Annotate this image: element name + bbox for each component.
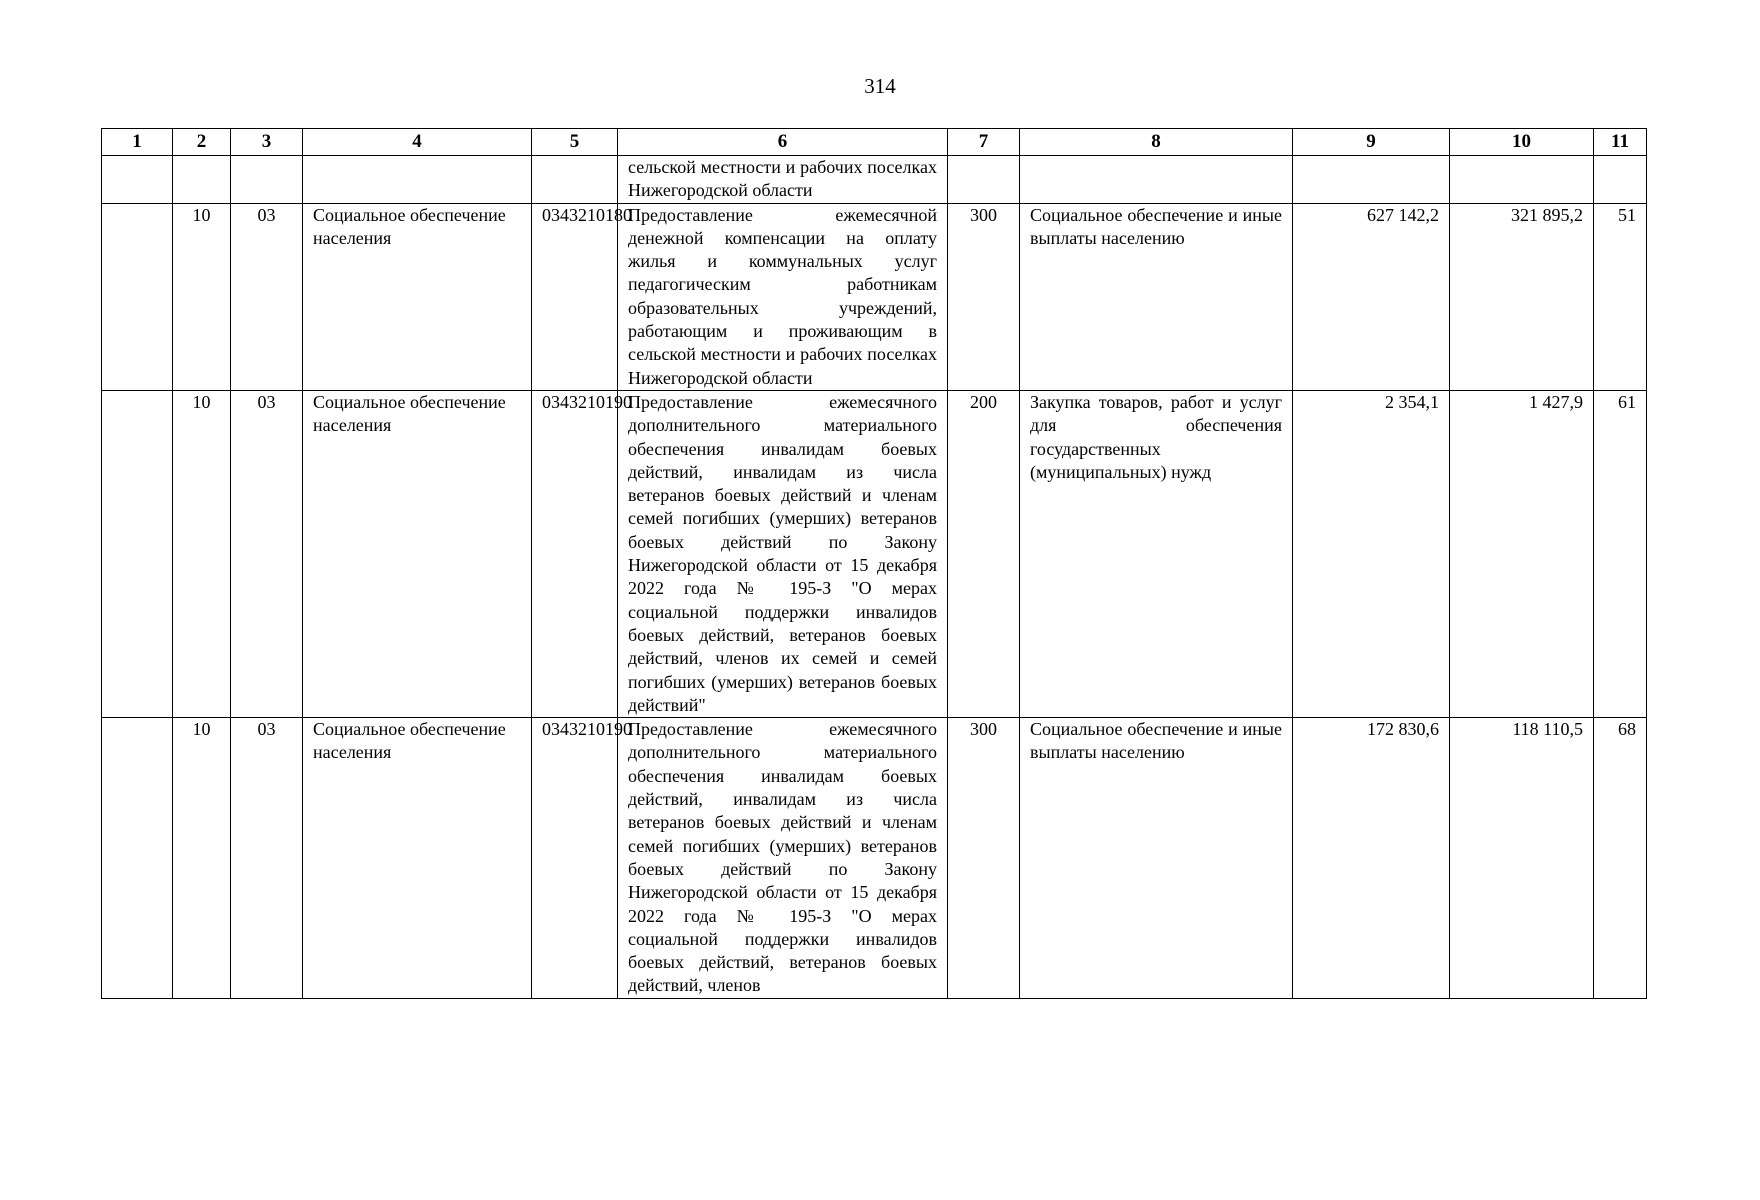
table-row	[102, 203, 1647, 390]
budget-table	[101, 128, 1647, 999]
cell-amount-9: 172 830,6	[1293, 718, 1450, 999]
cell-description: Предоставление ежемесячного дополнительного материального обеспечения инвалидам боевых действий, инвалидам из числа ветеранов боевых действий и членам семей погибших (умерших) ветеранов боевых действий по Закону Нижегородской области от 15 декабря 2022 года № 195-З "О мерах социальной поддержки инвалидов боевых действий, ветеранов боевых действий, членов их семей и семей погибших (умерших) ветеранов боевых действий"	[618, 390, 948, 717]
cell-col-1	[102, 390, 173, 717]
cell-section: 10	[173, 203, 231, 390]
cell-expense-type	[948, 156, 1020, 204]
page-number: 314	[864, 74, 896, 98]
cell-target-code	[532, 156, 618, 204]
table-row	[102, 390, 1647, 717]
column-header: 6	[618, 129, 948, 156]
column-header: 8	[1020, 129, 1293, 156]
cell-expense-type-name: Социальное обеспечение и иные выплаты населению	[1020, 718, 1293, 999]
cell-amount-10: 118 110,5	[1450, 718, 1594, 999]
column-header: 10	[1450, 129, 1594, 156]
cell-section: 10	[173, 390, 231, 717]
cell-percent: 68	[1594, 718, 1647, 999]
cell-subsection: 03	[231, 203, 303, 390]
cell-percent: 51	[1594, 203, 1647, 390]
cell-col-1	[102, 156, 173, 204]
cell-amount-9	[1293, 156, 1450, 204]
cell-col-1	[102, 718, 173, 999]
cell-expense-type-name	[1020, 156, 1293, 204]
cell-amount-10: 321 895,2	[1450, 203, 1594, 390]
cell-percent	[1594, 156, 1647, 204]
table-row	[102, 156, 1647, 204]
cell-expense-type: 300	[948, 718, 1020, 999]
cell-section-name	[303, 156, 532, 204]
cell-section	[173, 156, 231, 204]
cell-expense-type: 200	[948, 390, 1020, 717]
column-number-header-row	[102, 129, 1647, 156]
column-header: 3	[231, 129, 303, 156]
cell-col-1	[102, 203, 173, 390]
cell-description: Предоставление ежемесячной денежной компенсации на оплату жилья и коммунальных услуг педагогическим работникам образовательных учреждений, работающим и проживающим в сельской местности и рабочих поселках Нижегородской области	[618, 203, 948, 390]
cell-amount-10: 1 427,9	[1450, 390, 1594, 717]
cell-expense-type: 300	[948, 203, 1020, 390]
cell-description: Предоставление ежемесячного дополнительного материального обеспечения инвалидам боевых действий, инвалидам из числа ветеранов боевых действий и членам семей погибших (умерших) ветеранов боевых действий по Закону Нижегородской области от 15 декабря 2022 года № 195-З "О мерах социальной поддержки инвалидов боевых действий, ветеранов боевых действий, членов	[618, 718, 948, 999]
table-row	[102, 718, 1647, 999]
cell-target-code: 0343210190	[532, 390, 618, 717]
column-header: 11	[1594, 129, 1647, 156]
cell-section-name: Социальное обеспечение населения	[303, 203, 532, 390]
cell-amount-9: 627 142,2	[1293, 203, 1450, 390]
cell-expense-type-name: Социальное обеспечение и иные выплаты населению	[1020, 203, 1293, 390]
column-header: 4	[303, 129, 532, 156]
cell-target-code: 0343210190	[532, 718, 618, 999]
cell-amount-9: 2 354,1	[1293, 390, 1450, 717]
cell-section-name: Социальное обеспечение населения	[303, 718, 532, 999]
cell-amount-10	[1450, 156, 1594, 204]
cell-section: 10	[173, 718, 231, 999]
cell-expense-type-name: Закупка товаров, работ и услуг для обеспечения государственных (муниципальных) нужд	[1020, 390, 1293, 717]
column-header: 5	[532, 129, 618, 156]
cell-section-name: Социальное обеспечение населения	[303, 390, 532, 717]
cell-target-code: 0343210180	[532, 203, 618, 390]
cell-description: сельской местности и рабочих поселках Нижегородской области	[618, 156, 948, 204]
column-header: 9	[1293, 129, 1450, 156]
column-header: 2	[173, 129, 231, 156]
column-header: 7	[948, 129, 1020, 156]
cell-percent: 61	[1594, 390, 1647, 717]
cell-subsection	[231, 156, 303, 204]
column-header: 1	[102, 129, 173, 156]
cell-subsection: 03	[231, 390, 303, 717]
cell-subsection: 03	[231, 718, 303, 999]
